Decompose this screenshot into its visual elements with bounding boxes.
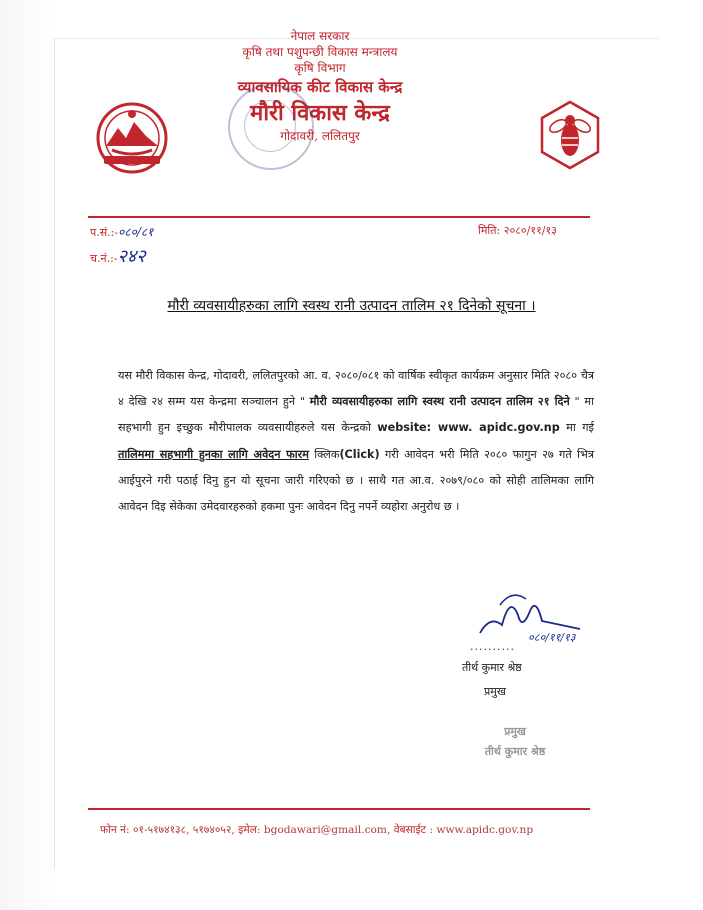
header-divider: [88, 216, 590, 218]
contact-footer: फोन नं: ०१-५१७४१३८, ५१७४०५२, इमेल: bgodawari@gmail.com, वेबसाईट : www.apidc.gov.np: [100, 824, 534, 836]
phone-numbers: ०१-५१७४१३८, ५१७४०५२,: [129, 824, 235, 836]
dispatch-number: च.नं.:-२४२: [90, 246, 146, 267]
bee-logo-icon: [540, 100, 600, 170]
notice-body: यस मौरी विकास केन्द्र, गोदावरी, ललितपुरको आ. व. २०८०/०८१ को वार्षिक स्वीकृत कार्यक्रम अनुसार मिति २०८० चैत्र ४ देखि २४ सम्म यस केन्द्रमा सञ्चालन हुने " मौरी व्यवसायीहरुका लागि स्वस्थ रानी उत्पादन तालिम २१ दिने " मा सहभागी हुन इच्छुक मौरीपालक व्यवसायीहरुले यस केन्द्रको website: www. apidc.gov.np मा गई तालिममा सहभागी हुनका लागि अवेदन फारम क्लिक(Click) गरी आवेदन भरी मिति २०८० फागुन २७ गते भित्र आईपुरने गरी पठाई दिनु हुन यो सूचना जारी गरिएको छ । साथै गत आ.व. २०७९/०८० को सोही तालिमका लागि आवेदन दिइ सेकेका उमेदवारहरुको हकमा पुनः आवेदन दिनु नपर्ने व्यहोरा अनुरोध छ ।: [118, 369, 594, 513]
ministry-name: कृषि तथा पशुपन्छी विकास मन्त्रालय: [242, 45, 398, 59]
signatory-name: तीर्थ कुमार श्रेष्ठ: [462, 661, 522, 674]
office-stamp: [228, 84, 314, 170]
svg-text:०८०/११/१३: ०८०/११/१३: [528, 631, 576, 644]
reference-number: प.सं.:-०८०/८१: [90, 225, 154, 239]
footer-divider: [88, 808, 590, 810]
nepal-emblem-icon: [92, 98, 172, 176]
website-text: website: www. apidc.gov.np: [377, 421, 560, 434]
letter-date: मिति: २०८०/११/१३: [478, 224, 557, 237]
office-address: गोदावरी, ललितपुर: [280, 129, 360, 143]
signatory-title: प्रमुख: [484, 685, 506, 698]
scan-edge: [0, 0, 58, 910]
bee-center-name: मौरी विकास केन्द्र: [250, 100, 390, 126]
website-address: www.apidc.gov.np: [433, 824, 534, 836]
department-name: कृषि विभाग: [294, 61, 346, 75]
center-name: व्यावसायिक कीट विकास केन्द्र: [237, 78, 403, 96]
government-name: नेपाल सरकार: [290, 29, 350, 43]
application-form-link[interactable]: तालिममा सहभागी हुनका लागि अवेदन फारम: [118, 447, 309, 461]
name-stamp: प्रमुख तीर्थ कुमार श्रेष्ठ: [484, 725, 546, 758]
signature-line: ..........: [470, 640, 515, 653]
email-address: bgodawari@gmail.com,: [260, 824, 391, 836]
signature: [470, 585, 590, 645]
notice-subject: मौरी व्यवसायीहरुका लागि स्वस्थ रानी उत्पादन तालिम २१ दिनेको सूचना ।: [167, 298, 536, 314]
